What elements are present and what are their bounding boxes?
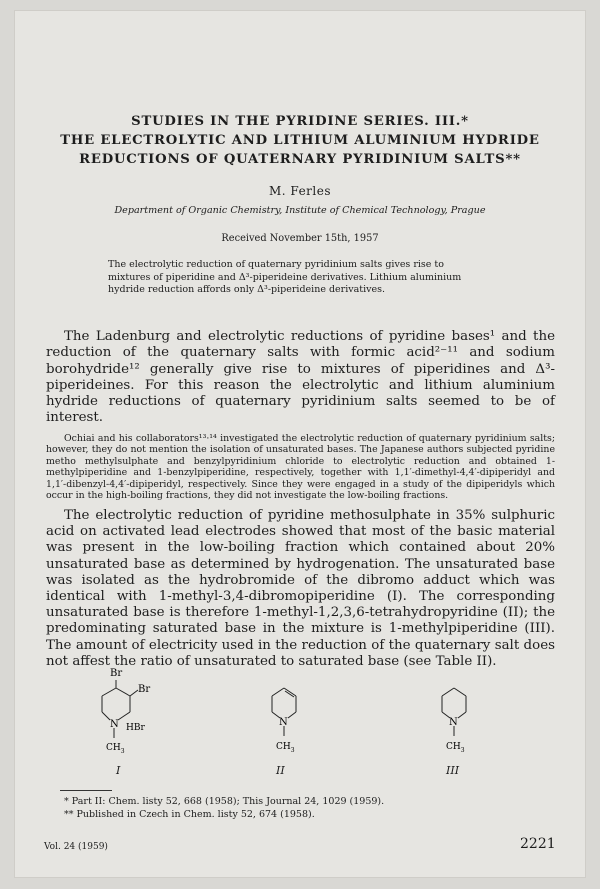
structure-i-diagram [90, 660, 180, 760]
structure-i-br2: Br [138, 684, 151, 695]
structure-i-n: N [110, 719, 119, 730]
footnote-2: ** Published in Czech in Chem. listy 52, 674 (1958). [64, 809, 315, 820]
article-title [0, 112, 600, 169]
abstract: The electrolytic reduction of quaternary pyridinium salts gives rise to mixtures of piperidine and Δ³-piperideine derivatives. Lithium aluminium hydride reduction affords only Δ³-piperideine derivatives. [108, 259, 462, 295]
structure-iii-label: III [446, 764, 460, 777]
page-number: 2221 [520, 836, 556, 852]
footnote-1: * Part II: Chem. listy 52, 668 (1958); This Journal 24, 1029 (1959). [64, 796, 385, 807]
structure-iii-ch3: $CH_3$ [446, 742, 465, 754]
author-name: M. Ferles [268, 184, 332, 198]
received-date: Received November 15th, 1957 [221, 233, 379, 244]
structure-i-label: I [116, 764, 121, 777]
intro-paragraph: The Ladenburg and electrolytic reductions of pyridine bases¹ and the reduction of the quaternary salts with formic acid²⁻¹¹ and sodium borohydride¹² generally give rise to mixtures of piperidines and Δ³-piperideines. For this reason the electrolytic and lithium aluminium hydride reductions of quaternary pyridinium salts seemed to be of interest. [46, 329, 555, 426]
structure-ii-ch3: $CH_3$ [276, 742, 295, 754]
structure-iii-diagram [430, 680, 490, 770]
title-line-1: STUDIES IN THE PYRIDINE SERIES. III.* [131, 114, 469, 129]
structure-ii-label: II [276, 764, 285, 777]
small-print-paragraph: Ochiai and his collaborators¹³·¹⁴ investigated the electrolytic reduction of quaternary pyridinium salts; however, they do not mention the isolation of unsaturated bases. The Japanese authors subjected pyridine metho methylsulphate and benzylpyridinium chloride to electrolytic reduction and obtained 1-methylpiperidine and 1-benzylpiperidine, respectively, together with 1,1′-dimethyl-4,4′-dipiperidyl and 1,1′-dibenzyl-4,4′-dipiperidyl, respectively. Since they were engaged in a study of the dipiperidyls which occur in the high-boiling fractions, they did not investigate the low-boiling fractions. [46, 433, 555, 502]
author-affiliation: Department of Organic Chemistry, Institute of Chemical Technology, Prague [114, 205, 486, 216]
structure-i-hbr: HBr [126, 723, 145, 733]
title-line-3: REDUCTIONS OF QUATERNARY PYRIDINIUM SALTS** [79, 152, 521, 167]
structure-ii-n: N [279, 717, 288, 728]
volume-info: Vol. 24 (1959) [44, 842, 108, 852]
structure-ii-diagram [260, 680, 320, 770]
body-paragraph: The electrolytic reduction of pyridine methosulphate in 35% sulphuric acid on activated lead electrodes showed that most of the basic material was present in the low-boiling fraction which contained about 20% unsaturated base as determined by hydrogenation. The unsaturated base was isolated as the hydrobromide of the dibromo adduct which was identical with 1-methyl-3,4-dibromopiperidine (I). The corresponding unsaturated base is therefore 1-methyl-1,2,3,6-tetrahydropyridine (II); the predominating saturated base in the mixture is 1-methylpiperidine (III). The amount of electricity used in the reduction of the quaternary salt does not affest the ratio of unsaturated to saturated base (see Table II). [46, 508, 555, 669]
footnote-divider [60, 790, 112, 791]
structure-i-ch3: $CH_3$ [106, 743, 125, 755]
structure-i-br1: Br [110, 668, 123, 679]
structure-iii-n: N [449, 717, 458, 728]
title-line-2: THE ELECTROLYTIC AND LITHIUM ALUMINIUM HYDRIDE [60, 133, 540, 148]
